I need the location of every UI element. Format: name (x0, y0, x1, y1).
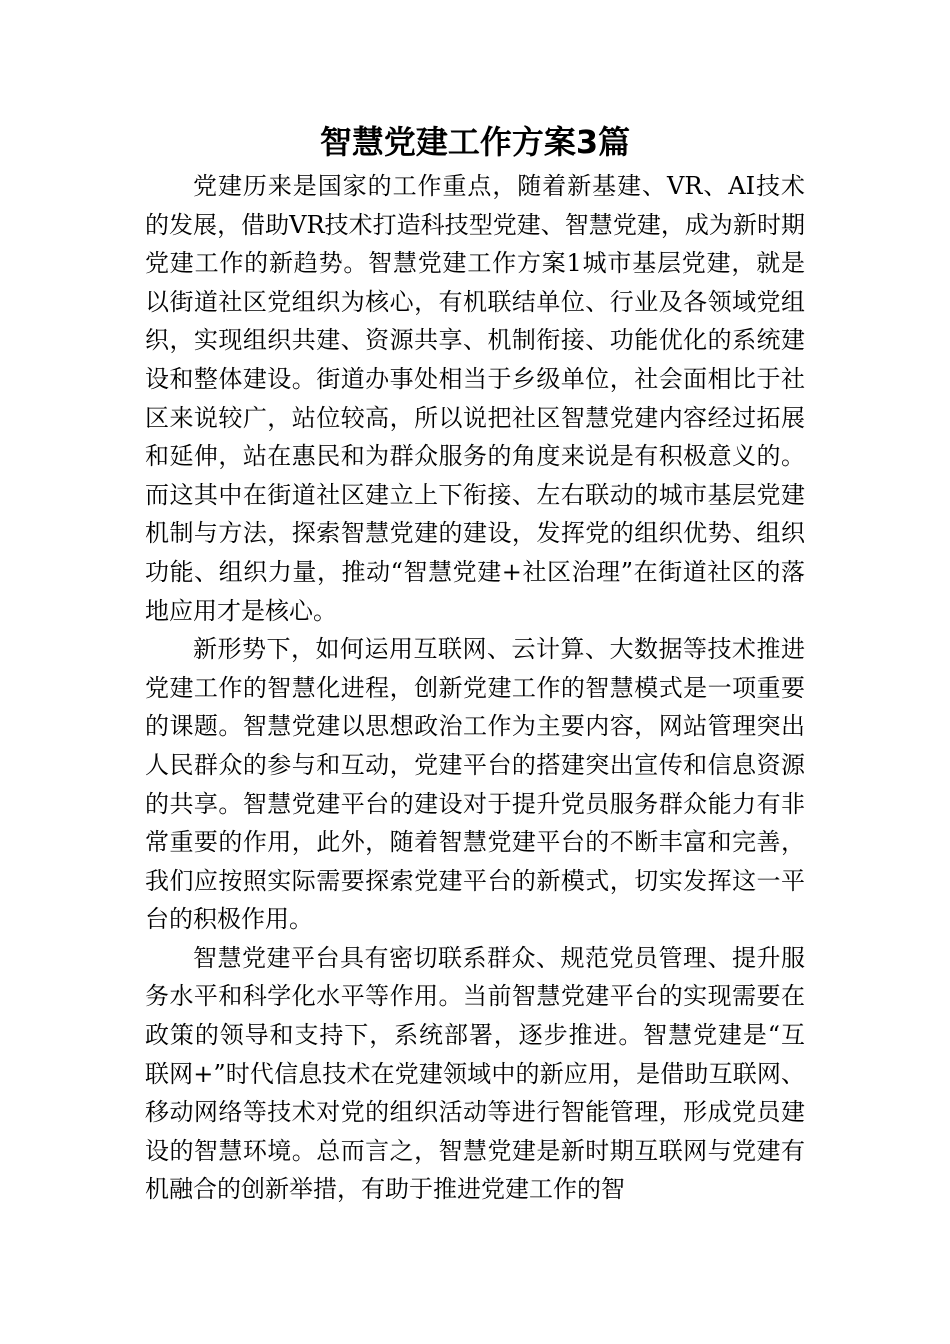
paragraph-3: 智慧党建平台具有密切联系群众、规范党员管理、提升服务水平和科学化水平等作用。当前智慧党建平台的实现需要在政策的领导和支持下，系统部署，逐步推进。智慧党建是“互联网+”时代信息技术在党建领域中的新应用，是借助互联网、移动网络等技术对党的组织活动等进行智能管理，形成党员建设的智慧环境。总而言之，智慧党建是新时期互联网与党建有机融合的创新举措，有助于推进党建工作的智 (145, 943, 805, 1204)
paragraph-1: 党建历来是国家的工作重点，随着新基建、VR、AI技术的发展，借助VR技术打造科技型党建、智慧党建，成为新时期党建工作的新趋势。智慧党建工作方案1城市基层党建，就是以街道社区党组织为核心，有机联结单位、行业及各领域党组织，实现组织共建、资源共享、机制衔接、功能优化的系统建设和整体建设。街道办事处相当于乡级单位，社会面相比于社区来说较广，站位较高，所以说把社区智慧党建内容经过拓展和延伸，站在惠民和为群众服务的角度来说是有积极意义的。而这其中在街道社区建立上下衔接、左右联动的城市基层党建机制与方法，探索智慧党建的建设，发挥党的组织优势、组织功能、组织力量，推动“智慧党建+社区治理”在街道社区的落地应用才是核心。 (145, 172, 805, 625)
document-body (145, 167, 805, 1209)
document-title: 智慧党建工作方案3篇 (319, 123, 631, 161)
paragraph-2: 新形势下，如何运用互联网、云计算、大数据等技术推进党建工作的智慧化进程，创新党建工作的智慧模式是一项重要的课题。智慧党建以思想政治工作为主要内容，网站管理突出人民群众的参与和互动，党建平台的搭建突出宣传和信息资源的共享。智慧党建平台的建设对于提升党员服务群众能力有非常重要的作用，此外，随着智慧党建平台的不断丰富和完善，我们应按照实际需要探索党建平台的新模式，切实发挥这一平台的积极作用。 (145, 635, 805, 934)
